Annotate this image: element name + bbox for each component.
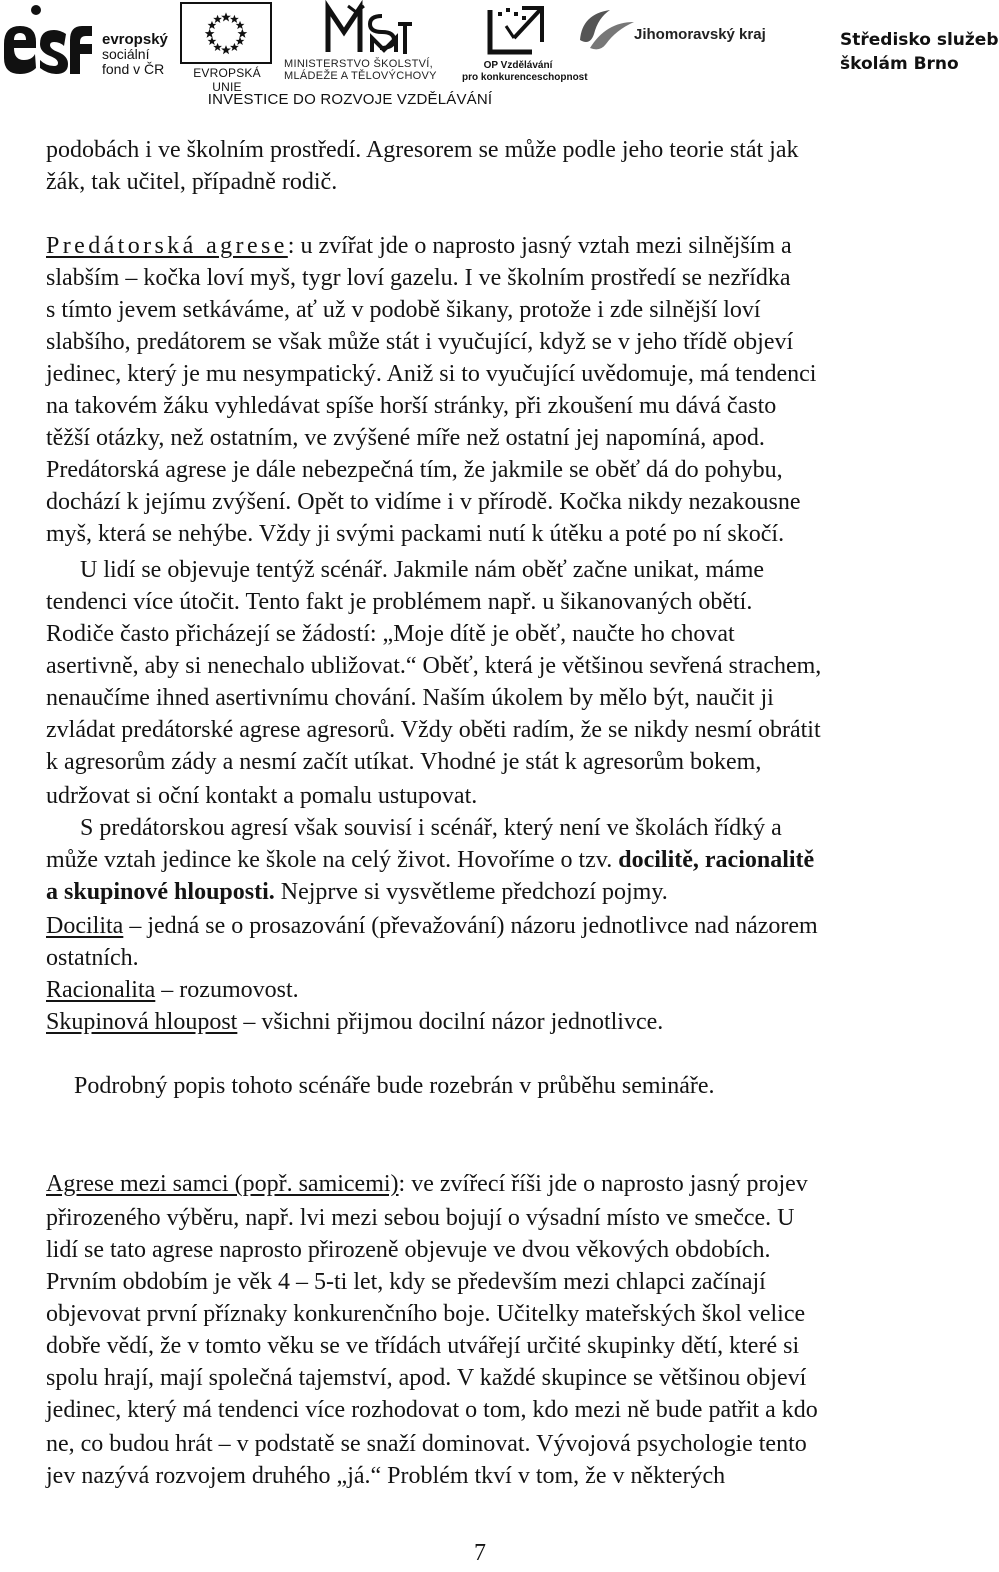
text-line: těžší otázky, než ostatním, ve zvýšené míře než ostatní jej napomíná, apod.: [46, 425, 765, 451]
eu-flag-icon: [180, 2, 272, 64]
text-line: Predátorská agrese: u zvířat jde o naprosto jasný vztah mezi silnějším a: [46, 233, 792, 259]
text-line: podobách i ve školním prostředí. Agresorem se může podle jeho teorie stát jak: [46, 137, 799, 163]
text-line: ostatních.: [46, 945, 139, 971]
text-line: ne, co budou hrát – v podstatě se snaží dominovat. Vývojová psychologie tento: [46, 1431, 807, 1457]
msmt-mark-icon: [320, 2, 412, 58]
text-line: Prvním obdobím je věk 4 – 5-ti let, kdy se především mezi chlapci začínají: [46, 1269, 766, 1295]
msmt-label-line2: MLÁDEŽE A TĚLOVÝCHOVY: [284, 70, 437, 82]
esf-mark-icon: [2, 4, 94, 80]
text-line: spolu hrají, mají společná tajemství, apod. V každé skupince se většinou objeví: [46, 1365, 807, 1391]
esf-label: evropský sociální fond v ČR: [102, 31, 168, 77]
text-line: slabším – kočka loví myš, tygr loví gazelu. I ve školním prostředí se nezřídka: [46, 265, 791, 291]
text-line: na takovém žáku vyhledávat spíše horší stránky, při zkoušení mu dává často: [46, 393, 777, 419]
jmk-swoosh-icon: [576, 4, 636, 54]
text-line: S predátorskou agresí však souvisí i scénář, který není ve školách řídký a: [80, 815, 782, 841]
eu-logo: [178, 2, 276, 94]
text-line: jedinec, který je mu nesympatický. Aniž si to vyučující uvědomuje, má tendenci: [46, 361, 817, 387]
op-mark-icon: [484, 2, 548, 58]
term-predatorska-agrese: Predátorská agrese: [46, 233, 288, 259]
ssb-logo: [840, 30, 999, 80]
text-line: přirozeného výběru, např. lvi mezi sebou bojují o výsadní místo ve smečce. U: [46, 1205, 795, 1231]
text-line: udržovat si oční kontakt a pomalu ustupovat.: [46, 783, 478, 809]
text-line: jedinec, který má tendenci více rozhodovat o tom, kdo mezi ně bude patřit a kdo: [46, 1397, 818, 1423]
text-line: dochází k jejímu zvýšení. Opět to vidíme i v přírodě. Kočka nikdy nezakousne: [46, 489, 801, 515]
text-line: žák, tak učitel, případně rodič.: [46, 169, 338, 195]
logo-header: [0, 0, 999, 118]
ssb-label-line2: školám Brno: [840, 54, 959, 74]
term-racionalita: Racionalita: [46, 977, 156, 1003]
text-line: Skupinová hloupost – všichni přijmou docilní názor jednotlivce.: [46, 1009, 664, 1035]
jmk-label: Jihomoravský kraj: [634, 26, 766, 43]
term-skupinova-hloupost: Skupinová hloupost: [46, 1009, 238, 1035]
text-line: slabšího, predátorem se však může stát i vyučující, když se v jeho třídě objeví: [46, 329, 794, 355]
text-line: lidí se tato agrese naprosto přirozeně objevuje ve dvou věkových obdobích.: [46, 1237, 771, 1263]
esf-logo: [0, 2, 175, 82]
term-agrese-mezi-samci: Agrese mezi samci (popř. samicemi): [46, 1171, 399, 1197]
jmk-logo: [576, 4, 776, 60]
text-line: asertivně, aby si nenechalo ubližovat.“ Oběť, která je většinou sevřená strachem,: [46, 653, 822, 679]
text-line: U lidí se objevuje tentýž scénář. Jakmile nám oběť začne unikat, máme: [80, 557, 765, 583]
text-line: a skupinové hlouposti. Nejprve si vysvětleme předchozí pojmy.: [46, 879, 668, 905]
op-label-line1: OP Vzdělávání: [483, 60, 553, 71]
msmt-logo: [280, 2, 460, 82]
text-line: Podrobný popis tohoto scénáře bude rozebrán v průběhu semináře.: [74, 1073, 715, 1099]
text-line: Racionalita – rozumovost.: [46, 977, 299, 1003]
text-line: dobře vědí, že v tomto věku se ve třídách utvářejí určité skupinky dětí, které si: [46, 1333, 800, 1359]
text-line: Docilita – jedná se o prosazování (převažování) názoru jednotlivce nad názorem: [46, 913, 818, 939]
msmt-label-line1: MINISTERSTVO ŠKOLSTVÍ,: [284, 58, 434, 70]
text-line: může vztah jedince ke škole na celý život. Hovoříme o tzv. docilitě, racionalitě: [46, 847, 815, 873]
text-line: jev nazývá rozvojem druhého „já.“ Problém tkví v tom, že v některých: [46, 1463, 726, 1489]
text-line: zvládat predátorské agrese agresorů. Vždy oběti radím, že se nikdy nesmí obrátit: [46, 717, 821, 743]
text-line: Agrese mezi samci (popř. samicemi): ve zvířecí říši jde o naprosto jasný projev: [46, 1171, 808, 1197]
text-line: myš, která se nehýbe. Vždy ji svými packami nutí k útěku a poté po ní skočí.: [46, 521, 785, 547]
text-line: nenaučíme ihned asertivnímu chování. Naším úkolem by mělo být, naučit ji: [46, 685, 774, 711]
text-line: s tímto jevem setkáváme, ať už v podobě šikany, protože i zde silnější loví: [46, 297, 761, 323]
ssb-label-line1: Středisko služeb: [840, 30, 999, 50]
text-line: Rodiče často přicházejí se žádostí: „Moje dítě je oběť, naučte ho chovat: [46, 621, 735, 647]
op-logo: [462, 2, 588, 83]
eu-label: EVROPSKÁ UNIE: [193, 66, 261, 94]
text-line: tendenci více útočit. Tento fakt je problémem např. u šikanovaných obětí.: [46, 589, 753, 615]
text-line: k agresorům zády a nesmí začít utíkat. Vhodné je stát k agresorům bokem,: [46, 749, 762, 775]
op-label-line2: pro konkurenceschopnost: [462, 72, 588, 83]
text-line: objevovat první příznaky konkurenčního boje. Učitelky mateřských škol velice: [46, 1301, 806, 1327]
text-line: Predátorská agrese je dále nebezpečná tím, že jakmile se oběť dá do pohybu,: [46, 457, 783, 483]
investice-slogan: INVESTICE DO ROZVOJE VZDĚLÁVÁNÍ: [207, 91, 493, 108]
page-number: 7: [474, 1540, 486, 1566]
term-docilita: Docilita: [46, 913, 124, 939]
